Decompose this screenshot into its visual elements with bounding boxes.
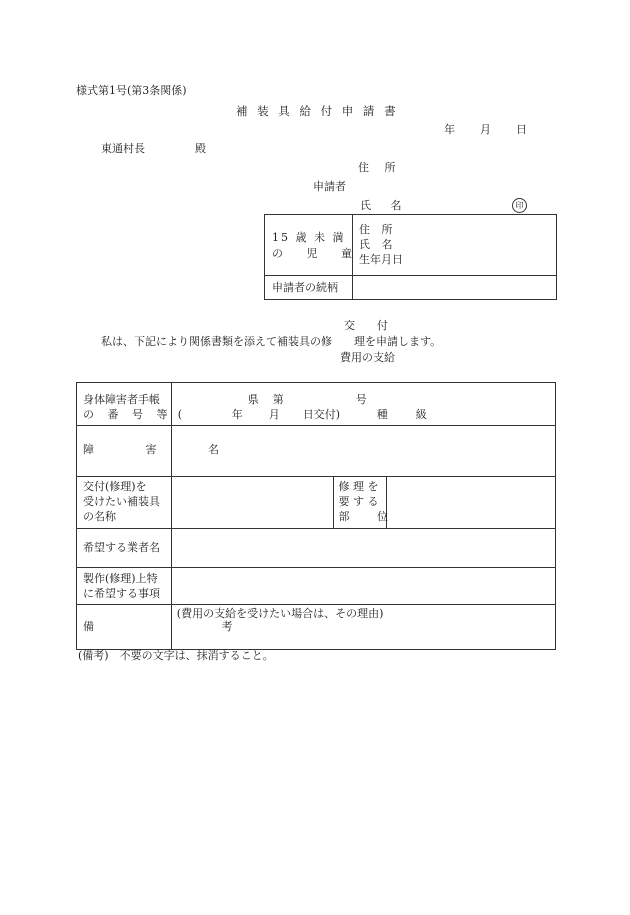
addressee-honorific: 殿 <box>195 142 206 155</box>
vendor-label: 希望する業者名 <box>83 541 160 554</box>
handbook-label-1: 身体障害者手帳 <box>83 393 160 406</box>
applicant-name-label: 氏 名 <box>360 199 410 212</box>
handbook-issued: 日交付) <box>302 408 341 421</box>
disability-label-cell <box>77 426 243 477</box>
statement-option-top: 交 付 <box>344 319 388 332</box>
handbook-type: 種 <box>376 408 388 421</box>
handbook-label-cell <box>77 383 172 426</box>
child-box-divider-v2 <box>352 275 353 299</box>
vendor-value-cell <box>171 529 555 568</box>
statement-option-mid: 修 理 <box>321 335 365 348</box>
child-label-line2: の 児 童 <box>272 247 362 260</box>
applicant-label: 申請者 <box>313 180 346 193</box>
repair-part-label-cell <box>334 477 400 529</box>
row-device <box>77 477 556 529</box>
form-title: 補 装 具 給 付 申 請 書 <box>236 104 399 118</box>
special-label-1: 製作(修理)上特 <box>83 572 158 585</box>
application-table <box>76 382 556 650</box>
special-label-2: に希望する事項 <box>83 587 160 600</box>
child-name-label: 氏 名 <box>359 238 397 251</box>
device-label-2: 受けたい補装具 <box>83 495 160 508</box>
applicant-address-label: 住 所 <box>358 161 402 174</box>
row-disability <box>77 426 556 477</box>
statement-main-before: 私は、下記により関係書類を添えて補装具の <box>101 335 321 348</box>
special-label-cell <box>77 568 172 605</box>
row-remarks <box>77 605 556 650</box>
seal-mark-icon: 印 <box>512 198 527 213</box>
handbook-year: 年 <box>231 408 243 421</box>
row-handbook <box>77 383 556 426</box>
child-birthdate-label: 生年月日 <box>359 253 403 266</box>
statement-option-bottom: 費用の支給 <box>340 351 395 364</box>
child-box-divider-h <box>265 275 556 276</box>
device-value-cell <box>171 477 334 529</box>
remarks-label: 備 考 <box>83 620 295 633</box>
date-month: 月 <box>480 123 491 136</box>
relation-label: 申請者の続柄 <box>272 281 338 294</box>
child-info-box <box>264 214 557 300</box>
special-value-cell <box>171 568 555 605</box>
handbook-grade: 級 <box>415 408 427 421</box>
device-label-1: 交付(修理)を <box>83 480 147 493</box>
statement-main-after: を申請します。 <box>365 335 442 348</box>
handbook-month: 月 <box>268 408 280 421</box>
date-year: 年 <box>444 123 455 136</box>
date-day: 日 <box>516 123 527 136</box>
repair-part-label-1: 修 理 を <box>338 480 379 493</box>
repair-part-label-3: 部 位 <box>338 510 400 523</box>
device-label-3: の名称 <box>83 510 116 523</box>
repair-part-value-cell <box>387 477 556 529</box>
handbook-dai: 第 <box>272 393 284 406</box>
row-special <box>77 568 556 605</box>
handbook-pref: 県 <box>247 393 259 406</box>
device-label-cell <box>77 477 172 529</box>
statement-line <box>101 336 441 347</box>
disability-label: 障 害 名 <box>83 443 243 456</box>
vendor-label-cell <box>77 529 172 568</box>
remarks-note: (費用の支給を受けたい場合は、その理由) <box>176 607 384 620</box>
form-number: 様式第1号(第3条関係) <box>76 84 187 97</box>
handbook-label-2: の 番 号 等 <box>83 408 173 421</box>
handbook-value-cell <box>171 383 555 426</box>
handbook-go: 号 <box>355 393 367 406</box>
footnote: (備考) 不要の文字は、抹消すること。 <box>78 649 274 662</box>
repair-part-label-2: 要 す る <box>338 495 379 508</box>
remarks-value-cell <box>171 605 555 650</box>
addressee-name: 東通村長 <box>101 142 145 155</box>
handbook-open-paren: ( <box>177 408 183 421</box>
child-box-divider-v <box>352 215 353 275</box>
child-address-label: 住 所 <box>359 223 397 236</box>
child-label-line1: 15 歳 未 満 <box>272 231 346 244</box>
row-vendor <box>77 529 556 568</box>
